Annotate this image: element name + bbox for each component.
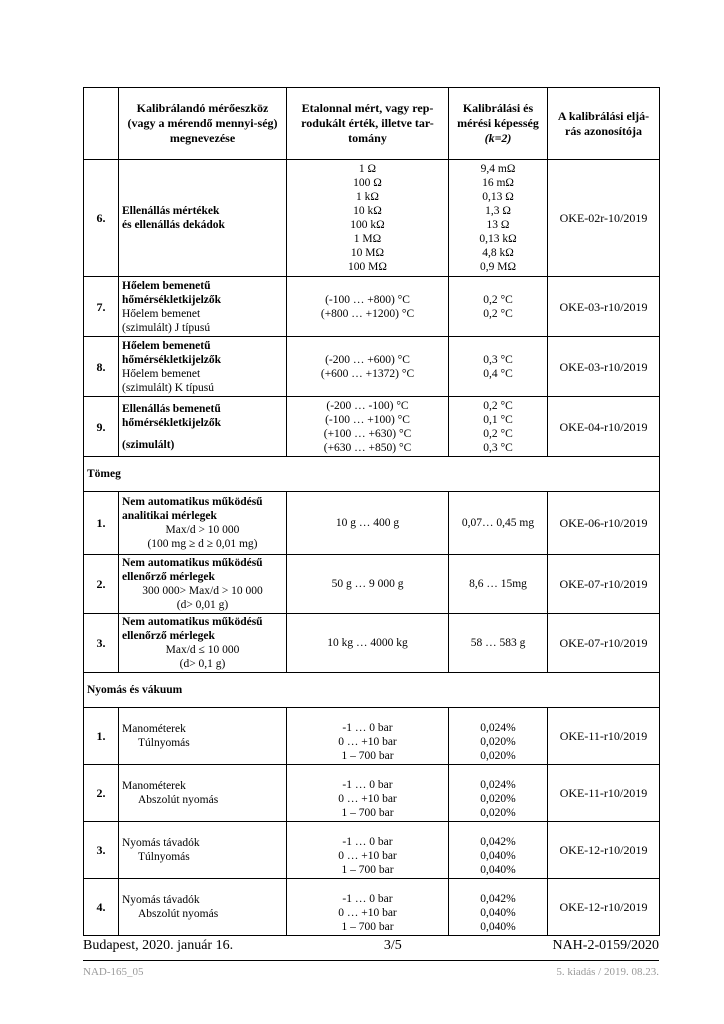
value-range: 50 g … 9 000 g (287, 555, 449, 614)
procedure-id: OKE-11-r10/2019 (548, 765, 660, 822)
capability: 0,2 °C 0,2 °C (449, 277, 548, 337)
page-footer (83, 938, 659, 961)
header-name: Kalibrálandó mérőeszköz (vagy a mérendő mennyi-ség) megnevezése (119, 88, 287, 160)
value-range: (-100 … +800) °C (+800 … +1200) °C (287, 277, 449, 337)
value-range: 1 Ω 100 Ω 1 kΩ 10 kΩ 100 kΩ 1 MΩ 10 MΩ 100 MΩ (287, 160, 449, 277)
instrument-name: Ellenállás bemenetű hőmérsékletkijelzők (szimulált) (119, 397, 287, 457)
instrument-name: Ellenállás mértékek és ellenállás dekádok (119, 160, 287, 277)
table-row (84, 337, 660, 397)
form-code: NAD-165_05 (83, 966, 144, 978)
table-row (84, 879, 660, 936)
value-range: -1 … 0 bar 0 … +10 bar 1 – 700 bar (287, 879, 449, 936)
value-range: -1 … 0 bar 0 … +10 bar 1 – 700 bar (287, 708, 449, 765)
value-range: 10 g … 400 g (287, 492, 449, 555)
table-row (84, 614, 660, 673)
row-number: 4. (84, 879, 119, 936)
capability: 0,024% 0,020% 0,020% (449, 708, 548, 765)
accreditation-table (83, 87, 660, 936)
row-number: 7. (84, 277, 119, 337)
procedure-id: OKE-11-r10/2019 (548, 708, 660, 765)
row-number: 1. (84, 492, 119, 555)
capability: 0,024% 0,020% 0,020% (449, 765, 548, 822)
header-procedure: A kalibrálási eljá-rás azonosítója (548, 88, 660, 160)
table-row (84, 708, 660, 765)
capability: 0,2 °C 0,1 °C 0,2 °C 0,3 °C (449, 397, 548, 457)
table-row (84, 277, 660, 337)
instrument-name: Manométerek Abszolút nyomás (119, 765, 287, 822)
instrument-name: Hőelem bemenetű hőmérsékletkijelzők Hőelem bemenet (szimulált) J típusú (119, 277, 287, 337)
row-number: 8. (84, 337, 119, 397)
table-row (84, 160, 660, 277)
row-number: 2. (84, 765, 119, 822)
section-row (84, 457, 660, 492)
header-value: Etalonnal mért, vagy rep-rodukált érték, illetve tar-tomány (287, 88, 449, 160)
page-subfooter (83, 966, 659, 978)
instrument-name: Nem automatikus működésű ellenőrző mérlegek 300 000> Max/d > 10 000 (d> 0,01 g) (119, 555, 287, 614)
capability: 58 … 583 g (449, 614, 548, 673)
procedure-id: OKE-07-r10/2019 (548, 614, 660, 673)
footer-place-date: Budapest, 2020. január 16. (83, 938, 234, 953)
instrument-name: Hőelem bemenetű hőmérsékletkijelzők Hőelem bemenet (szimulált) K típusú (119, 337, 287, 397)
header-capability: Kalibrálási és mérési képesség (k=2) (449, 88, 548, 160)
footer-page-number: 3/5 (383, 938, 402, 953)
capability: 0,042% 0,040% 0,040% (449, 822, 548, 879)
header-num (84, 88, 119, 160)
instrument-name: Nyomás távadók Abszolút nyomás (119, 879, 287, 936)
instrument-name: Nem automatikus működésű ellenőrző mérlegek Max/d ≤ 10 000 (d> 0,1 g) (119, 614, 287, 673)
capability: 0,3 °C 0,4 °C (449, 337, 548, 397)
table-row (84, 765, 660, 822)
procedure-id: OKE-12-r10/2019 (548, 879, 660, 936)
value-range: -1 … 0 bar 0 … +10 bar 1 – 700 bar (287, 765, 449, 822)
capability: 8,6 … 15mg (449, 555, 548, 614)
row-number: 9. (84, 397, 119, 457)
instrument-name: Manométerek Túlnyomás (119, 708, 287, 765)
header-row (84, 88, 660, 160)
value-range: (-200 … -100) °C (-100 … +100) °C (+100 … +630) °C (+630 … +850) °C (287, 397, 449, 457)
section-title-pressure: Nyomás és vákuum (84, 673, 660, 708)
row-number: 3. (84, 822, 119, 879)
edition-info: 5. kiadás / 2019. 08.23. (556, 966, 659, 978)
capability: 9,4 mΩ 16 mΩ 0,13 Ω 1,3 Ω 13 Ω 0,13 kΩ 4,8 kΩ 0,9 MΩ (449, 160, 548, 277)
instrument-name: Nem automatikus működésű analitikai mérlegek Max/d > 10 000 (100 mg ≥ d ≥ 0,01 mg) (119, 492, 287, 555)
table-row (84, 492, 660, 555)
row-number: 1. (84, 708, 119, 765)
section-row (84, 673, 660, 708)
table-row (84, 555, 660, 614)
capability: 0,07… 0,45 mg (449, 492, 548, 555)
procedure-id: OKE-04-r10/2019 (548, 397, 660, 457)
table-row (84, 822, 660, 879)
section-title-mass: Tömeg (84, 457, 660, 492)
row-number: 2. (84, 555, 119, 614)
footer-document-id: NAH-2-0159/2020 (552, 938, 659, 953)
value-range: (-200 … +600) °C (+600 … +1372) °C (287, 337, 449, 397)
procedure-id: OKE-07-r10/2019 (548, 555, 660, 614)
instrument-name: Nyomás távadók Túlnyomás (119, 822, 287, 879)
value-range: 10 kg … 4000 kg (287, 614, 449, 673)
procedure-id: OKE-06-r10/2019 (548, 492, 660, 555)
row-number: 3. (84, 614, 119, 673)
table-row (84, 397, 660, 457)
procedure-id: OKE-03-r10/2019 (548, 337, 660, 397)
procedure-id: OKE-12-r10/2019 (548, 822, 660, 879)
capability: 0,042% 0,040% 0,040% (449, 879, 548, 936)
row-number: 6. (84, 160, 119, 277)
procedure-id: OKE-03-r10/2019 (548, 277, 660, 337)
value-range: -1 … 0 bar 0 … +10 bar 1 – 700 bar (287, 822, 449, 879)
procedure-id: OKE-02r-10/2019 (548, 160, 660, 277)
